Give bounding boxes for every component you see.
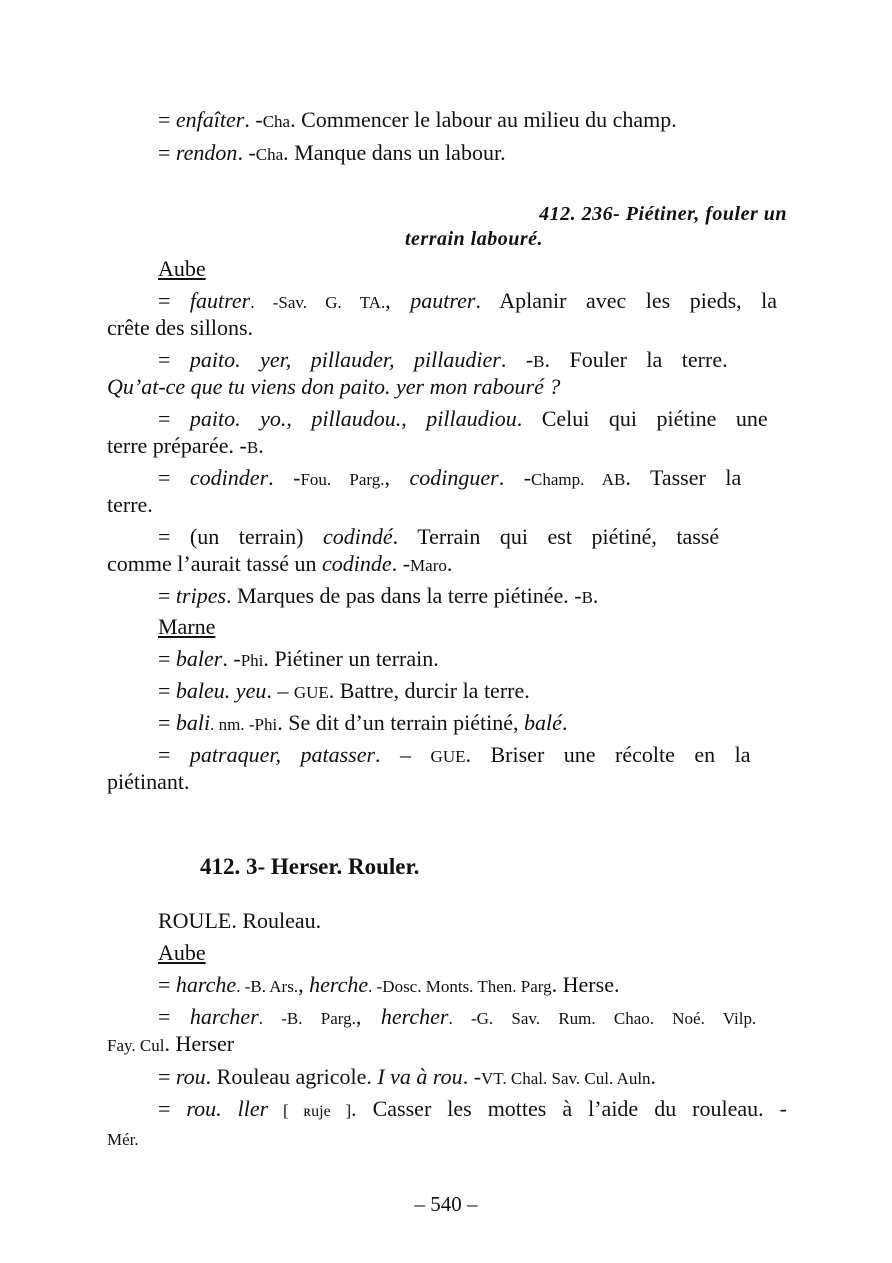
entry-bali: = bali. nm. -Phi. Se dit d’un terrain piétiné, balé. [158, 710, 568, 735]
entry-codinde-cont: comme l’aurait tassé un codinde. -Maro. [107, 551, 453, 576]
entry-tripes: = tripes. Marques de pas dans la terre piétinée. -B. [158, 583, 599, 608]
section-heading: 412. 3- Herser. Rouler. [200, 854, 420, 879]
document-page [107, 0, 787, 1263]
page-number: – 540 – [414, 1192, 478, 1216]
entry-codinder: = codinder. -Fou. Parg., codinguer. -Champ. AB. Tasser la [158, 465, 742, 490]
section-title-line2: terrain labouré. [405, 228, 544, 250]
entry-codinder-cont: terre. [107, 492, 153, 517]
entry-codinde: = (un terrain) codindé. Terrain qui est piétiné, tassé [158, 524, 720, 549]
entry-roule: ROULE. Rouleau. [158, 908, 322, 933]
section-title-line1: 412. 236- Piétiner, fouler un [539, 203, 787, 225]
entry-baleu: = baleu. yeu. – GUE. Battre, durcir la terre. [158, 678, 530, 703]
entry-rendon: = rendon. -Cha. Manque dans un labour. [158, 140, 506, 165]
entry-harcher-cont: Fay. Cul. Herser [107, 1031, 235, 1056]
region-label-aube-2: Aube [158, 940, 206, 965]
entry-paitoyo-cont: terre préparée. -B. [107, 433, 264, 458]
entry-paitoyer: = paito. yer, pillauder, pillaudier. -B. Fouler la terre. [158, 347, 728, 372]
entry-paitoyo: = paito. yo., pillaudou., pillaudiou. Celui qui piétine une [158, 406, 768, 431]
phonetic-transcription: ʀuje [303, 1103, 331, 1120]
entry-fautrer-cont: crête des sillons. [107, 315, 254, 340]
entry-rouller: = rou. ller [ ʀuje ]. Casser les mottes à l’aide du rouleau. - [158, 1096, 787, 1121]
entry-rou: = rou. Rouleau agricole. I va à rou. -VT. Chal. Sav. Cul. Auln. [158, 1064, 657, 1089]
region-label-aube: Aube [158, 256, 206, 281]
entry-rouller-cont: Mér. [107, 1130, 139, 1149]
entry-enfaiter: = enfaîter. -Cha. Commencer le labour au milieu du champ. [158, 107, 677, 132]
entry-patraquer-cont: piétinant. [107, 769, 190, 794]
entry-patraquer: = patraquer, patasser. – GUE. Briser une récolte en la [158, 742, 751, 767]
entry-harcher: = harcher. -B. Parg., hercher. -G. Sav. Rum. Chao. Noé. Vilp. [158, 1004, 757, 1029]
entry-paitoyer-example: Qu’at-ce que tu viens don paito. yer mon rabouré ? [107, 374, 561, 399]
entry-fautrer: = fautrer. -Sav. G. TA., pautrer. Aplanir avec les pieds, la [158, 288, 778, 313]
entry-harche: = harche. -B. Ars., herche. -Dosc. Monts. Then. Parg. Herse. [158, 972, 620, 997]
region-label-marne: Marne [158, 614, 216, 639]
entry-baler: = baler. -Phi. Piétiner un terrain. [158, 646, 439, 671]
